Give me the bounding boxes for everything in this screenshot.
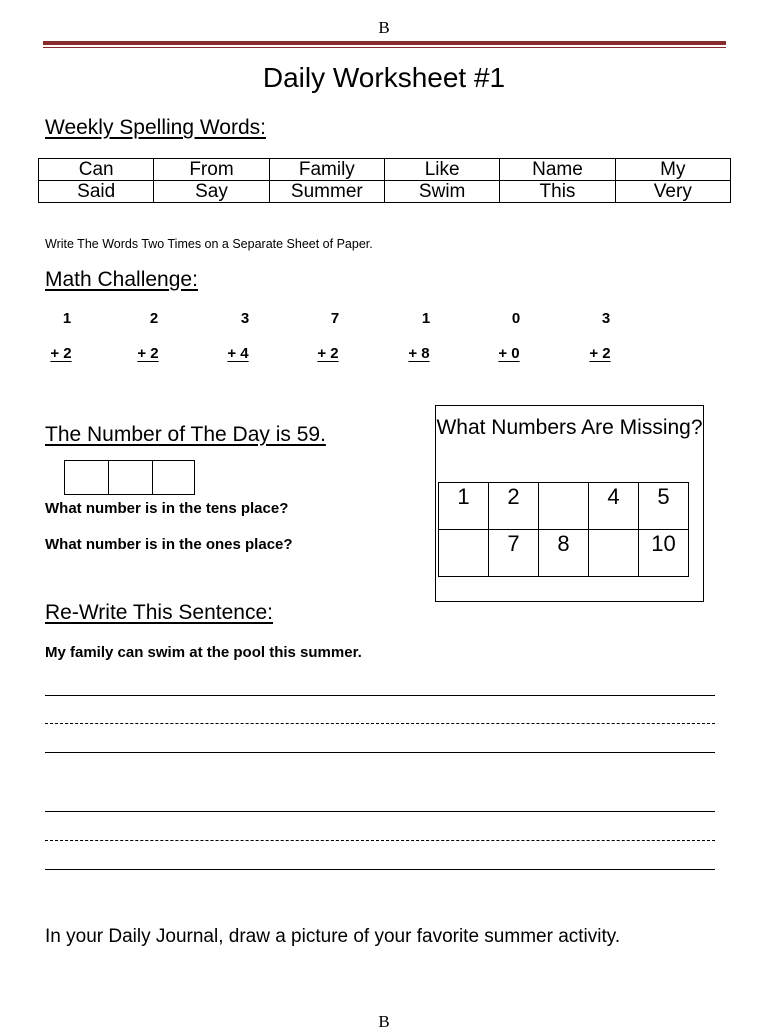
rewrite-heading: Re-Write This Sentence:: [45, 601, 273, 624]
number-cell: 7: [489, 530, 539, 577]
rewrite-sentence: My family can swim at the pool this summer.: [45, 644, 362, 661]
problem-top-number: 1: [421, 310, 431, 327]
missing-numbers-box: [435, 405, 704, 602]
table-row: [439, 530, 689, 577]
table-row: [439, 483, 689, 530]
page-header-letter: B: [378, 18, 390, 37]
spelling-word: My: [615, 159, 730, 181]
problem-addend: + 2: [137, 345, 159, 362]
problem-addend: + 2: [589, 345, 611, 362]
spelling-instruction: Write The Words Two Times on a Separate Sheet of Paper.: [45, 237, 373, 251]
math-heading: Math Challenge:: [45, 268, 198, 291]
problem-top-number: 3: [601, 310, 611, 327]
spelling-word: Say: [154, 181, 269, 203]
table-row: [39, 181, 731, 203]
problem-top-number: 7: [330, 310, 340, 327]
spelling-word: Like: [384, 159, 499, 181]
number-cell: [589, 530, 639, 577]
ones-place-question: What number is in the ones place?: [45, 536, 293, 553]
number-cell: 1: [439, 483, 489, 530]
header-rule-thick: [43, 41, 726, 45]
place-value-box: [65, 461, 109, 494]
writing-line-bottom: [45, 869, 715, 870]
problem-top-number: 0: [511, 310, 521, 327]
writing-line-top: [45, 695, 715, 696]
page-footer-letter: B: [378, 1012, 390, 1031]
number-cell: 2: [489, 483, 539, 530]
number-cell: [439, 530, 489, 577]
place-value-box: [153, 461, 194, 494]
number-cell: 4: [589, 483, 639, 530]
place-value-box: [109, 461, 153, 494]
spelling-word: Name: [500, 159, 615, 181]
missing-numbers-grid: [438, 482, 689, 577]
tens-place-question: What number is in the tens place?: [45, 500, 289, 517]
number-cell: 10: [639, 530, 689, 577]
number-cell: 8: [539, 530, 589, 577]
writing-line-top: [45, 811, 715, 812]
journal-instruction: In your Daily Journal, draw a picture of your favorite summer activity.: [45, 926, 621, 947]
spelling-word: This: [500, 181, 615, 203]
problem-addend: + 0: [498, 345, 520, 362]
spelling-word: Very: [615, 181, 730, 203]
spelling-heading: Weekly Spelling Words:: [45, 116, 266, 139]
table-row: [39, 159, 731, 181]
number-cell: 5: [639, 483, 689, 530]
problem-top-number: 1: [62, 310, 72, 327]
place-value-boxes: [64, 460, 195, 495]
spelling-word: From: [154, 159, 269, 181]
writing-line-middle: [45, 723, 715, 724]
problem-addend: + 4: [227, 345, 249, 362]
problem-addend: + 8: [408, 345, 430, 362]
spelling-word: Summer: [269, 181, 384, 203]
spelling-word: Swim: [384, 181, 499, 203]
problem-addend: + 2: [317, 345, 339, 362]
spelling-word: Said: [39, 181, 154, 203]
spelling-word: Can: [39, 159, 154, 181]
number-cell: [539, 483, 589, 530]
spelling-words-table: [38, 158, 731, 203]
spelling-word: Family: [269, 159, 384, 181]
number-of-day-heading: The Number of The Day is 59.: [45, 423, 326, 446]
writing-line-bottom: [45, 752, 715, 753]
worksheet-title: Daily Worksheet #1: [262, 62, 506, 93]
problem-top-number: 2: [149, 310, 159, 327]
problem-top-number: 3: [240, 310, 250, 327]
problem-addend: + 2: [50, 345, 72, 362]
missing-numbers-title: What Numbers Are Missing?: [436, 416, 703, 439]
writing-line-middle: [45, 840, 715, 841]
header-rule-thin: [43, 47, 726, 48]
